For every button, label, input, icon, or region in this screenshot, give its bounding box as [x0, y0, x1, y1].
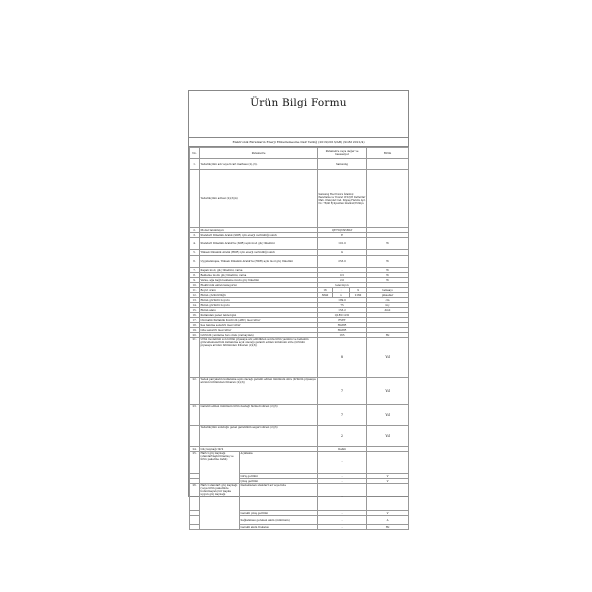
- unit-cell: W: [367, 238, 409, 250]
- unit-cell: dm2: [367, 308, 409, 313]
- parameter-label: Ses tanıma sensörü mevcuttur: [200, 323, 318, 328]
- table-row: [190, 426, 409, 447]
- unit-cell: inç: [367, 303, 409, 308]
- parameter-value: EVET: [318, 318, 367, 323]
- parameter-value: G: [318, 250, 367, 256]
- table-header-row: [190, 148, 409, 159]
- parameter-value: Dahili: [318, 447, 367, 452]
- parameter-sublabel: Açıklama: [240, 452, 318, 474]
- parameter-value: Samsung Electronics İstanbul Pazarlama ve Ticaret LTD.ŞTİ Defterdar Mah. Otakçılar Cad. Sinpaş Flatofis Apt. No: 78/46 Eyüpsultan İstanbul/Türkiye: [318, 170, 367, 228]
- parameter-value: 101.0: [318, 238, 367, 250]
- unit-cell: V: [367, 474, 409, 479]
- parameter-label: Tedarikçinin adresi (2)(3)(4): [200, 170, 318, 228]
- row-number: 18.: [190, 323, 200, 328]
- parameter-label: Güç kaynağı türü: [200, 447, 318, 452]
- row-number: 22.: [190, 378, 200, 405]
- row-number: 6.: [190, 256, 200, 268]
- table-row: [190, 238, 409, 250]
- value-part-1: 16: [318, 288, 333, 293]
- parameter-value: HAYIR: [318, 323, 367, 328]
- header-unit: Birim: [367, 148, 409, 159]
- row-number: 10.: [190, 283, 200, 288]
- parameter-value: HAYIR: [318, 328, 367, 333]
- unit-cell: W: [367, 268, 409, 273]
- parameter-value: 165: [318, 333, 367, 338]
- product-info-table: [189, 147, 409, 530]
- unit-cell: Yıl: [367, 378, 409, 405]
- parameter-label: Bekleme modu güç tüketimi, varsa: [200, 273, 318, 278]
- row-number: 5.: [190, 250, 200, 256]
- unit-cell: Yıl: [367, 405, 409, 426]
- row-number: 20.: [190, 333, 200, 338]
- unit-cell: V: [367, 479, 409, 484]
- value-separator: x: [333, 293, 350, 298]
- unit-cell: W: [367, 278, 409, 283]
- table-row: [190, 405, 409, 426]
- row-number: 24.: [190, 447, 200, 452]
- parameter-label: Tedarikçinin adı veya ticari markası (2),(3).: [200, 159, 318, 170]
- unit-cell: pikseller: [367, 293, 409, 298]
- parameter-value: Samsung: [318, 159, 367, 170]
- unit-cell: Yıl: [367, 426, 409, 447]
- parameter-label: Yedek parçaların kullanıma açık olacağı garanti edilen minimum süre (ürünün piyasaya arzının bitiminden itibaren (2)(3)): [200, 378, 318, 405]
- row-number: 11.: [190, 288, 200, 293]
- row-number: 25.: [190, 452, 200, 474]
- parameter-value: QE75QN95BAT: [318, 228, 367, 233]
- parameter-label: Ekran alanı: [200, 308, 318, 313]
- row-number: 23.: [190, 405, 200, 426]
- header-no: No.: [190, 148, 200, 159]
- row-number: 4.: [190, 238, 200, 250]
- table-row: [190, 452, 409, 474]
- parameter-label: Standart Dinamik Aralık'ta (SDR) açık mod güç tüketimi: [200, 238, 318, 250]
- parameter-value: 2.0: [318, 278, 367, 283]
- parameter-sublabel: Desteklenen standart ad veya liste: [240, 484, 318, 511]
- parameter-label: Varsa, ağa bağlı bekleme modu güç tüketimi: [200, 278, 318, 283]
- parameter-value: 253.0: [318, 256, 367, 268]
- value-part-2: 2160: [350, 293, 367, 298]
- table-row: [190, 378, 409, 405]
- parameter-label: Boyut oranı: [200, 288, 318, 293]
- row-number: 17.: [190, 318, 200, 323]
- parameter-value: -: [318, 268, 367, 273]
- table-row: [190, 484, 409, 511]
- row-number: 15.: [190, 308, 200, 313]
- parameter-value: -: [318, 479, 367, 484]
- parameter-value: -: [318, 452, 367, 474]
- parameter-value: 7: [318, 378, 367, 405]
- parameter-value: -: [318, 516, 367, 525]
- unit-cell: Hz: [367, 525, 409, 530]
- parameter-value: 2: [318, 426, 367, 447]
- parameter-sublabel: Gerekli çıkış gerilimi: [240, 511, 318, 516]
- row-number: 2.: [190, 228, 200, 233]
- form-title: Ürün Bilgi Formu: [250, 97, 347, 109]
- table-row: [190, 338, 409, 378]
- parameter-label: Tedarikçinin sunduğu genel garantinin asgari süresi (2)(3): [200, 426, 318, 447]
- unit-cell: A: [367, 516, 409, 525]
- value-part-1: 3840: [318, 293, 333, 298]
- header-value: Parametre veya değer ve hassasiyet: [318, 148, 367, 159]
- parameter-value: -: [318, 525, 367, 530]
- row-number: 3.: [190, 233, 200, 238]
- table-row: [190, 159, 409, 170]
- unit-cell: tamsayı: [367, 288, 409, 293]
- row-number: [190, 525, 200, 530]
- parameter-value: televizyon: [318, 283, 367, 288]
- unit-cell: Hz: [367, 333, 409, 338]
- row-number: 14.: [190, 303, 200, 308]
- unit-cell: V: [367, 511, 409, 516]
- parameter-sublabel: Gerekli akım frekansı: [240, 525, 318, 530]
- parameter-value: -: [318, 474, 367, 479]
- parameter-value: 75: [318, 303, 367, 308]
- unit-cell: [367, 159, 409, 170]
- parameter-label: Ürün modelinin son birimi piyasaya arz edildikten sonra ürün yazılımı ve bellenim güncellemelerinin kullanıma açık olacağı garanti edilen minimum süre (ürünün piyasaya arzının bitiminden itibaren (2)(3)): [200, 338, 318, 378]
- parameter-value: 7: [318, 405, 367, 426]
- unit-cell: Yıl: [367, 338, 409, 378]
- parameter-label: Garanti edilen minimum ürün desteği hizmeti süresi (2)(3): [200, 405, 318, 426]
- parameter-value: 153.2: [318, 308, 367, 313]
- parameter-label: Harici güç kaynağı (standartlaştırılmamış ve ürün paketine dahil): [200, 452, 240, 484]
- parameter-label: Standart Dinamik Aralık (SDR) için enerji verimliliği sınıfı: [200, 233, 318, 238]
- row-number: 26.: [190, 484, 200, 511]
- table-row: [190, 256, 409, 268]
- parameter-label: Kullanılan panel teknolojisi: [200, 313, 318, 318]
- unit-cell: cm: [367, 298, 409, 303]
- parameter-label: Elektronik ekran kategorisi: [200, 283, 318, 288]
- unit-cell: [367, 170, 409, 228]
- parameter-value: QLED LCD: [318, 313, 367, 318]
- parameter-label: Oda sensörü mevcuttur: [200, 328, 318, 333]
- row-number: 12.: [190, 293, 200, 298]
- row-number: 8.: [190, 273, 200, 278]
- parameter-label: Görüntü yenileme hızı oranı (varsayılan): [200, 333, 318, 338]
- value-separator: :: [333, 288, 350, 293]
- table-row: [190, 170, 409, 228]
- row-number: 1.: [190, 159, 200, 170]
- parameter-label: Ekran görüntü boyutu: [200, 298, 318, 303]
- header-parameter: Parametre: [200, 148, 318, 159]
- row-number: 21.: [190, 338, 200, 378]
- parameter-value: 189.0: [318, 298, 367, 303]
- parameter-value: 8: [318, 338, 367, 378]
- unit-cell: W: [367, 256, 409, 268]
- parameter-sublabel: Giriş gerilimi: [240, 474, 318, 479]
- row-number: 19.: [190, 328, 200, 333]
- parameter-label: Uygulanmışsa, Yüksek Dinamik Aralık'ta (HDR) açık mod güç tüketimi: [200, 256, 318, 268]
- parameter-value: E: [318, 233, 367, 238]
- parameter-label: Otomatik Parlaklık Kontrolü (ABC) mevcuttur: [200, 318, 318, 323]
- parameter-sublabel: Sağlanması gereken akım (minimum): [240, 516, 318, 525]
- unit-cell: W: [367, 273, 409, 278]
- parameter-label: Model tanımlayıcı: [200, 228, 318, 233]
- value-part-2: 9: [350, 288, 367, 293]
- parameter-label: Ekran çözünürlüğü: [200, 293, 318, 298]
- unit-cell: [367, 484, 409, 511]
- row-number: [190, 516, 200, 525]
- unit-cell: [367, 452, 409, 474]
- row-number: [190, 170, 200, 228]
- parameter-value: -: [318, 511, 367, 516]
- parameter-label: Harici standart güç kaynağı (veya ürün paketinde bulunmayan) bir kapka uygun güç kaynağı: [200, 484, 240, 530]
- row-number: 7.: [190, 268, 200, 273]
- form-subtitle: Elektronik Ekranların Enerji Etiketlemesine Dair Tebliğ (2019/2013/AB) (SGM 2021/4): [189, 137, 408, 147]
- row-number: [190, 426, 200, 447]
- parameter-sublabel: Çıkış gerilimi: [240, 479, 318, 484]
- row-number: 9.: [190, 278, 200, 283]
- row-number: 13.: [190, 298, 200, 303]
- parameter-label: Yüksek Dinamik Aralık (HDR) için enerji verimliliği sınıfı: [200, 250, 318, 256]
- parameter-value: 0.5: [318, 273, 367, 278]
- parameter-value: -: [318, 484, 367, 511]
- row-number: 16.: [190, 313, 200, 318]
- parameter-label: Kapalı mod, güç tüketimi, varsa: [200, 268, 318, 273]
- product-info-sheet: [188, 90, 409, 529]
- parameter-label: Ekran görüntü boyutu: [200, 303, 318, 308]
